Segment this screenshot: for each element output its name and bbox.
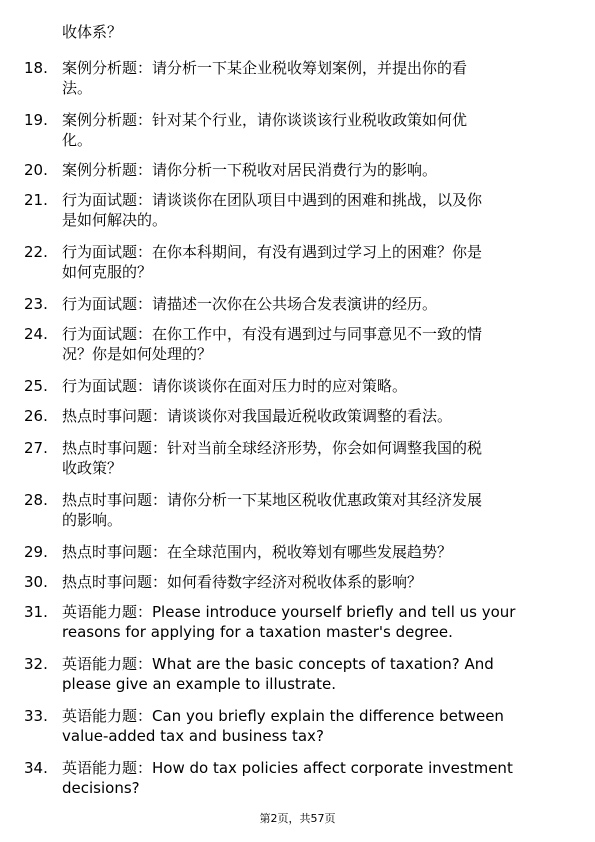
question-text-line: 的影响。 (62, 511, 123, 529)
question-number: 31. (24, 603, 48, 621)
question-text-line: 案例分析题：请分析一下某企业税收筹划案例，并提出你的看 (62, 59, 468, 77)
question-text (62, 758, 547, 798)
question-text-line: 行为面试题：在你工作中，有没有遇到过与同事意见不一致的情 (62, 325, 483, 343)
question-number: 20. (24, 161, 48, 179)
question-text-line: 如何克服的？ (62, 263, 153, 281)
question-number: 33. (24, 707, 48, 725)
question-text (62, 572, 547, 592)
question-text-line: 行为面试题：请你谈谈你在面对压力时的应对策略。 (62, 377, 408, 395)
question-text-line: 行为面试题：在你本科期间，有没有遇到过学习上的困难？你是 (62, 243, 483, 261)
question-text (62, 160, 547, 180)
question-text-line: 热点时事问题：请你分析一下某地区税收优惠政策对其经济发展 (62, 491, 483, 509)
question-text-line: 化。 (62, 131, 93, 149)
question-text (62, 58, 547, 98)
question-text-line: 热点时事问题：请谈谈你对我国最近税收政策调整的看法。 (62, 407, 453, 425)
question-text-line: 英语能力题：Can you briefly explain the difference between (62, 707, 504, 725)
question-text-line: 是如何解决的。 (62, 211, 168, 229)
question-text-line: 热点时事问题：如何看待数字经济对税收体系的影响？ (62, 573, 423, 591)
question-text (62, 110, 547, 150)
question-text (62, 542, 547, 562)
continuation-text: 收体系？ (62, 23, 123, 41)
question-text-line: reasons for applying for a taxation master's degree. (62, 623, 453, 641)
question-text-line: decisions? (62, 779, 140, 797)
question-text-line: value-added tax and business tax? (62, 727, 324, 745)
question-text (62, 706, 547, 746)
question-text-line: 收政策？ (62, 459, 123, 477)
question-text-line: 行为面试题：请谈谈你在团队项目中遇到的困难和挑战，以及你 (62, 191, 483, 209)
question-number: 29. (24, 543, 48, 561)
question-number: 26. (24, 407, 48, 425)
question-text-line: 热点时事问题：针对当前全球经济形势，你会如何调整我国的税 (62, 439, 483, 457)
question-text (62, 490, 547, 530)
question-number: 30. (24, 573, 48, 591)
question-text (62, 406, 547, 426)
question-text (62, 602, 547, 642)
question-text-line: 案例分析题：请你分析一下税收对居民消费行为的影响。 (62, 161, 438, 179)
question-number: 18. (24, 59, 48, 77)
question-text (62, 324, 547, 364)
question-text (62, 242, 547, 282)
question-number: 21. (24, 191, 48, 209)
question-number: 25. (24, 377, 48, 395)
page-footer: 第2页，共57页 (259, 812, 336, 825)
question-text (62, 376, 547, 396)
question-number: 24. (24, 325, 48, 343)
question-number: 19. (24, 111, 48, 129)
question-number: 22. (24, 243, 48, 261)
question-number: 27. (24, 439, 48, 457)
question-text-line: 法。 (62, 79, 93, 97)
question-text-line: 况？你是如何处理的？ (62, 345, 213, 363)
question-text-line: 英语能力题：Please introduce yourself briefly and tell us your (62, 603, 516, 621)
question-text-line: 热点时事问题：在全球范围内，税收筹划有哪些发展趋势？ (62, 543, 453, 561)
question-text-line: please give an example to illustrate. (62, 675, 337, 693)
question-text (62, 438, 547, 478)
question-text (62, 190, 547, 230)
question-number: 32. (24, 655, 48, 673)
question-number: 28. (24, 491, 48, 509)
question-text-line: 英语能力题：What are the basic concepts of taxation? And (62, 655, 494, 673)
question-text (62, 294, 547, 314)
question-number: 23. (24, 295, 48, 313)
question-text (62, 654, 547, 694)
question-text-line: 行为面试题：请描述一次你在公共场合发表演讲的经历。 (62, 295, 438, 313)
question-number: 34. (24, 759, 48, 777)
question-text-line: 案例分析题：针对某个行业，请你谈谈该行业税收政策如何优 (62, 111, 468, 129)
question-text-line: 英语能力题：How do tax policies affect corporate investment (62, 759, 513, 777)
